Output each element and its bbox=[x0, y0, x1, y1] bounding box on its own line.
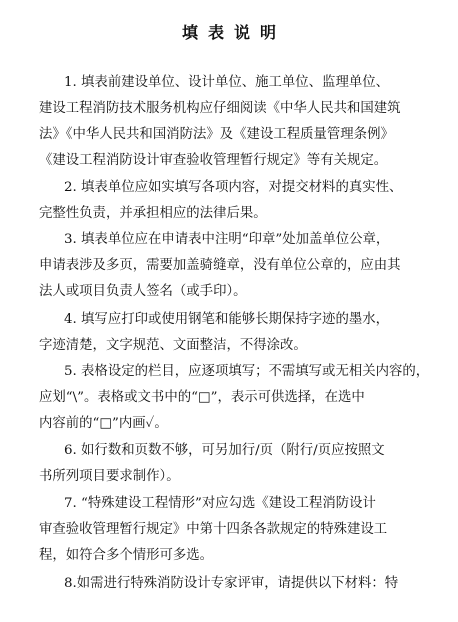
paragraph-1-line-3: 法》《中华人民共和国消防法》及《建设工程质量管理条例》 bbox=[39, 127, 394, 142]
paragraph-7-line-2: 审查验收管理暂行规定》中第十四条各款规定的特殊建设工 bbox=[39, 522, 388, 537]
paragraph-1-line-1: 1. 填表前建设单位、设计单位、施工单位、监理单位、 bbox=[64, 75, 390, 90]
paragraph-3-line-2: 申请表涉及多页，需要加盖骑缝章，没有单位公章的，应由其 bbox=[39, 258, 401, 273]
paragraph-2-line-1: 2. 填表单位应如实填写各项内容，对提交材料的真实性、 bbox=[64, 180, 403, 195]
paragraph-5-line-3: 内容前的“□”内画✓。 bbox=[39, 416, 168, 431]
paragraph-5-line-2: 应划“\”。表格或文书中的“□”，表示可供选择，在选中 bbox=[39, 390, 365, 405]
paragraph-7-line-3: 程，如符合多个情形可多选。 bbox=[39, 548, 214, 563]
paragraph-7-line-1: 7. “特殊建设工程情形”对应勾选《建设工程消防设计 bbox=[64, 496, 376, 511]
paragraph-4-line-2: 字迹清楚，文字规范、文面整洁，不得涂改。 bbox=[39, 338, 307, 353]
paragraph-4-line-1: 4. 填写应打印或使用钢笔和能够长期保持字迹的墨水， bbox=[64, 312, 390, 327]
paragraph-3-line-1: 3. 填表单位应在申请表中注明“印章”处加盖单位公章， bbox=[64, 232, 390, 247]
paragraph-6-line-1: 6. 如行数和页数不够，可另加行/页（附行/页应按照文 bbox=[64, 443, 385, 458]
paragraph-1-line-2: 建设工程消防技术服务机构应仔细阅读《中华人民共和国建筑 bbox=[39, 101, 401, 116]
paragraph-1-line-4: 《建设工程消防设计审查验收管理暂行规定》等有关规定。 bbox=[39, 153, 388, 168]
paragraph-3-line-3: 法人或项目负责人签名（或手印）。 bbox=[39, 284, 247, 299]
paragraph-2-line-2: 完整性负责，并承担相应的法律后果。 bbox=[39, 206, 267, 221]
paragraph-5-line-1: 5. 表格设定的栏目，应逐项填写；不需填写或无相关内容的， bbox=[64, 364, 430, 379]
paragraph-8-line-1: 8.如需进行特殊消防设计专家评审，请提供以下材料：特 bbox=[64, 576, 399, 591]
page-title: 填表说明 bbox=[181, 23, 286, 42]
paragraph-6-line-2: 书所列项目要求制作）。 bbox=[39, 469, 180, 484]
